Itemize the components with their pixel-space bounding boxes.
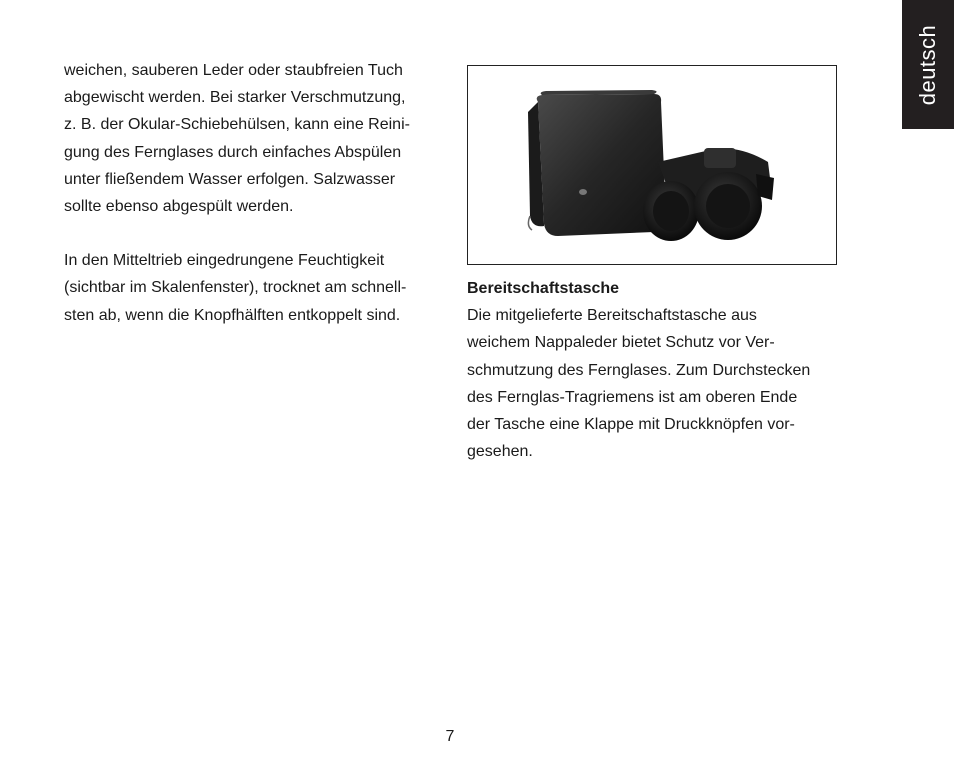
text-line: (sichtbar im Skalenfenster), trocknet am schnell-	[64, 279, 407, 297]
language-tab	[902, 0, 954, 129]
page-number: 7	[445, 728, 455, 745]
caption-block	[467, 275, 847, 465]
text-line: gung des Fernglases durch einfaches Abspülen	[64, 143, 402, 161]
text-line: weichen, sauberen Leder oder staubfreien Tuch	[64, 62, 403, 79]
text-line: des Fernglas-Tragriemens ist am oberen Ende	[467, 388, 798, 406]
text-line: In den Mitteltrieb eingedrungene Feuchtigkeit	[64, 252, 385, 270]
right-text-column	[467, 275, 847, 465]
text-line: schmutzung des Fernglases. Zum Durchstecken	[467, 361, 811, 379]
text-line: weichem Nappaleder bietet Schutz vor Ver-	[467, 334, 775, 352]
text-line: abgewischt werden. Bei starker Verschmutzung,	[64, 89, 406, 107]
text-line: z. B. der Okular-Schiebehülsen, kann eine Reini-	[64, 116, 410, 134]
text-line: gesehen.	[467, 443, 533, 461]
text-line: sollte ebenso abgespült werden.	[64, 198, 294, 216]
language-tab-label: deutsch	[915, 24, 940, 105]
text-line: Die mitgelieferte Bereitschaftstasche aus	[467, 307, 757, 325]
text-line: unter fließendem Wasser erfolgen. Salzwasser	[64, 170, 396, 188]
caption-heading: Bereitschaftstasche	[467, 280, 620, 297]
text-line: der Tasche eine Klappe mit Druckknöpfen vor-	[467, 416, 795, 434]
paragraph-cleaning	[64, 57, 444, 220]
binocular-case-photo	[467, 65, 837, 265]
text-line: sten ab, wenn die Knopfhälften entkoppelt sind.	[64, 306, 401, 324]
left-text-column	[64, 57, 444, 329]
paragraph-moisture	[64, 247, 444, 329]
binocular-case-illustration	[468, 66, 836, 264]
binoculars	[643, 148, 774, 241]
